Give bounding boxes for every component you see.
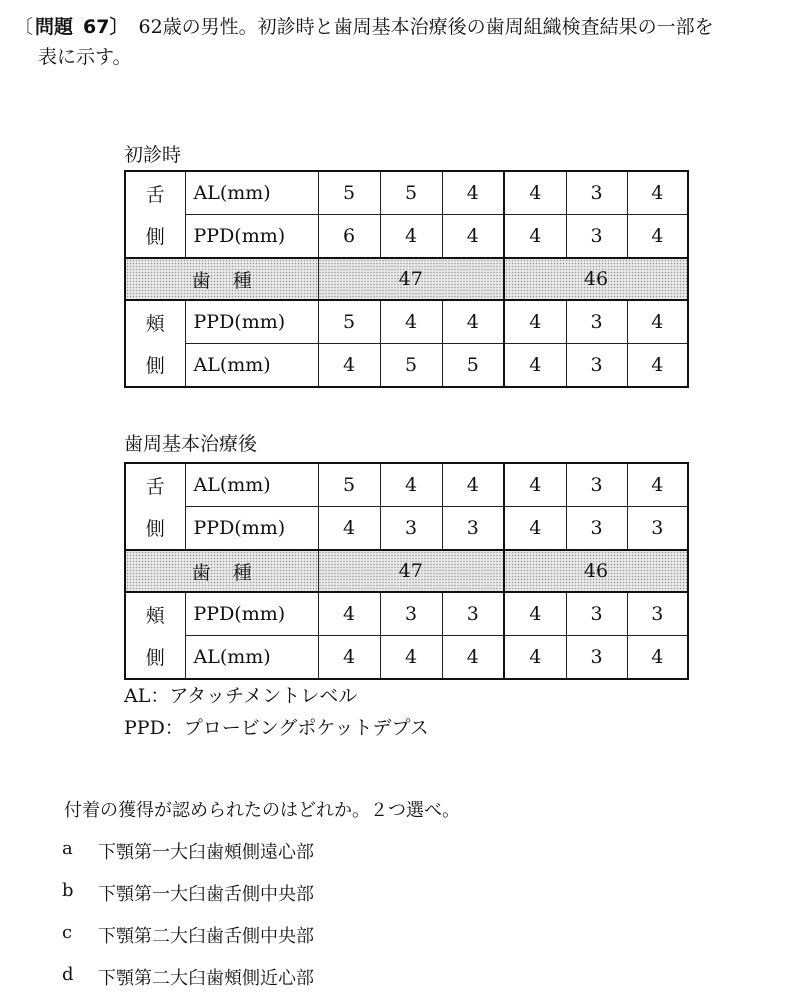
side-char-buccal-1: 頰 [125,592,185,636]
choice-text: 下顎第二大臼歯頰側近心部 [98,968,314,989]
side-char-buccal-2: 側 [125,636,185,680]
table-row [125,300,688,344]
value-cell: 4 [318,507,380,551]
value-cell: 4 [504,463,566,507]
value-cell: 4 [318,592,380,636]
value-cell: 3 [442,592,504,636]
value-cell: 3 [566,507,627,551]
value-cell: 4 [380,215,442,259]
value-cell: 3 [442,507,504,551]
stem-line-1 [14,12,799,42]
choice-letter: c [62,922,73,943]
value-cell: 3 [627,507,688,551]
table-row [125,636,688,680]
table-row [125,215,688,259]
table-2-caption: 歯周基本治療後 [124,433,258,455]
value-cell: 3 [566,171,627,215]
value-cell: 4 [627,215,688,259]
row-label: AL(mm) [185,463,318,507]
value-cell: 4 [380,463,442,507]
question-stem [14,12,799,72]
stem-line-2: 表に示す。 [38,46,132,68]
value-cell: 4 [504,592,566,636]
side-char-lingual-1: 舌 [125,171,185,215]
value-cell: 3 [566,344,627,388]
table-row [125,507,688,551]
choice-text: 下顎第一大臼歯頰側遠心部 [98,842,314,863]
tooth-number: 46 [504,258,688,300]
value-cell: 5 [380,171,442,215]
value-cell: 4 [380,636,442,680]
question-text: 付着の獲得が認められたのはどれか。２つ選べ。 [64,800,460,821]
value-cell: 3 [566,215,627,259]
row-label: PPD(mm) [185,592,318,636]
stem-text-1: 62歳の男性。初診時と歯周基本治療後の歯周組織検査結果の一部を [138,16,714,38]
choice-a[interactable] [62,838,314,880]
tooth-type-row [125,550,688,592]
choice-text: 下顎第一大臼歯舌側中央部 [98,884,314,905]
question-number: 67〕 [83,16,129,38]
choice-letter: b [62,880,74,901]
choice-c[interactable] [62,922,314,964]
side-char-buccal-2: 側 [125,344,185,388]
table-row [125,592,688,636]
value-cell: 4 [442,300,504,344]
value-cell: 4 [627,300,688,344]
value-cell: 3 [380,507,442,551]
value-cell: 4 [318,636,380,680]
side-char-lingual-2: 側 [125,215,185,259]
value-cell: 3 [566,463,627,507]
row-label: PPD(mm) [185,300,318,344]
table-row [125,344,688,388]
value-cell: 3 [380,592,442,636]
tooth-number: 46 [504,550,688,592]
value-cell: 3 [566,636,627,680]
value-cell: 4 [504,300,566,344]
tooth-number: 47 [318,550,504,592]
row-label: AL(mm) [185,344,318,388]
choice-b[interactable] [62,880,314,922]
tooth-type-label: 歯種 [125,550,318,592]
value-cell: 5 [380,344,442,388]
value-cell: 4 [442,463,504,507]
value-cell: 5 [318,300,380,344]
legend [124,680,429,744]
open-bracket: 〔 [14,16,34,38]
choice-letter: d [62,964,74,985]
value-cell: 4 [442,215,504,259]
value-cell: 3 [627,592,688,636]
legend-al: AL：アタッチメントレベル [124,685,358,707]
answer-choices [62,838,314,1006]
value-cell: 4 [380,300,442,344]
value-cell: 4 [504,344,566,388]
value-cell: 5 [318,171,380,215]
tooth-type-row [125,258,688,300]
value-cell: 4 [504,171,566,215]
side-char-lingual-2: 側 [125,507,185,551]
value-cell: 4 [442,636,504,680]
value-cell: 4 [442,171,504,215]
side-char-buccal-1: 頰 [125,300,185,344]
row-label: PPD(mm) [185,215,318,259]
value-cell: 4 [627,463,688,507]
tooth-type-label: 歯種 [125,258,318,300]
table-initial [124,170,689,388]
value-cell: 5 [318,463,380,507]
table-row [125,171,688,215]
row-label: AL(mm) [185,636,318,680]
value-cell: 4 [318,344,380,388]
value-cell: 4 [627,171,688,215]
value-cell: 3 [566,300,627,344]
choice-text: 下顎第二大臼歯舌側中央部 [98,926,314,947]
value-cell: 4 [504,507,566,551]
table-after-treatment [124,462,689,680]
value-cell: 6 [318,215,380,259]
value-cell: 3 [566,592,627,636]
value-cell: 4 [504,215,566,259]
table-1-caption: 初診時 [124,144,182,166]
legend-ppd: PPD：プロービングポケットデプス [124,717,429,739]
value-cell: 4 [627,344,688,388]
question-label: 問題 [35,16,74,38]
value-cell: 4 [504,636,566,680]
choice-letter: a [62,838,73,859]
table-row [125,463,688,507]
row-label: PPD(mm) [185,507,318,551]
tooth-number: 47 [318,258,504,300]
row-label: AL(mm) [185,171,318,215]
value-cell: 5 [442,344,504,388]
value-cell: 4 [627,636,688,680]
side-char-lingual-1: 舌 [125,463,185,507]
